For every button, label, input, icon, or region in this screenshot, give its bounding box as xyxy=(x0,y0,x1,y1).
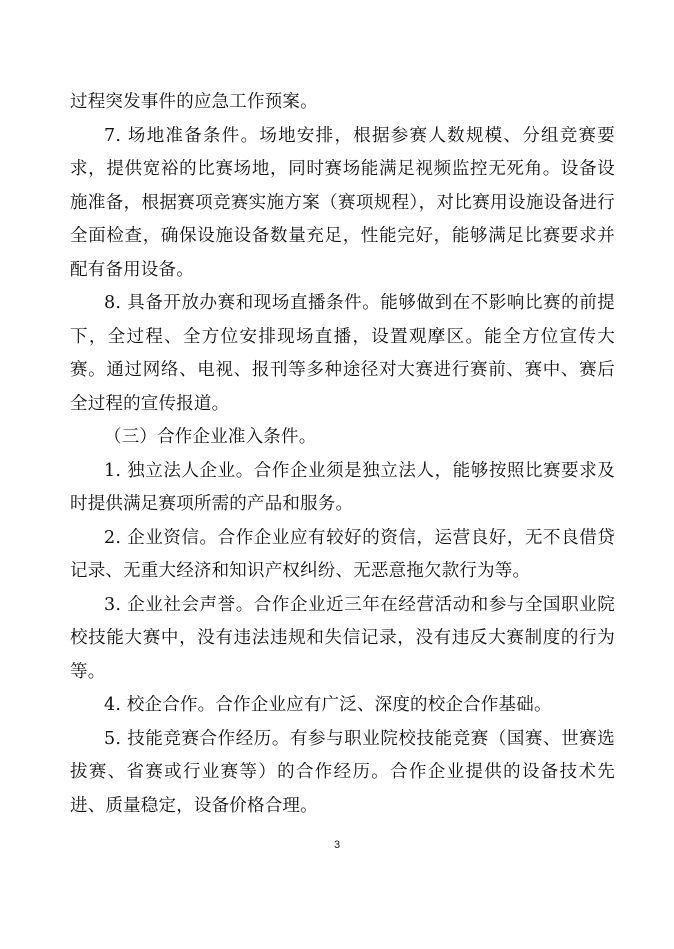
paragraph-continuation: 过程突发事件的应急工作预案。 xyxy=(70,92,318,112)
paragraph-social-reputation: 3. 企业社会声誉。合作企业近三年在经营活动和参与全国职业院校技能大赛中，没有违法违规和失信记录，没有违反大赛制度的行为等。 xyxy=(70,594,615,682)
paragraph-competition-experience: 5. 技能竞赛合作经历。有参与职业院校技能竞赛（国赛、世赛选拔赛、省赛或行业赛等）的合作经历。合作企业提供的设备技术先进、质量稳定，设备价格合理。 xyxy=(70,728,615,816)
page-number: 3 xyxy=(333,839,341,851)
paragraph-school-enterprise: 4. 校企合作。合作企业应有广泛、深度的校企合作基础。 xyxy=(104,695,552,715)
page-body xyxy=(70,86,615,823)
paragraph-credit-standing: 2. 企业资信。合作企业应有较好的资信，运营良好，无不良借贷记录、无重大经济和知识产权纠纷、无恶意拖欠款行为等。 xyxy=(70,527,615,581)
section-heading-partner-conditions: （三）合作企业准入条件。 xyxy=(104,427,317,447)
paragraph-live-broadcast: 8. 具备开放办赛和现场直播条件。能够做到在不影响比赛的前提下，全过程、全方位安排现场直播，设置观摩区。能全方位宣传大赛。通过网络、电视、报刊等多种途径对大赛进行赛前、赛中、赛后全过程的宣传报道。 xyxy=(70,293,615,414)
paragraph-venue-conditions: 7. 场地准备条件。场地安排，根据参赛人数规模、分组竞赛要求，提供宽裕的比赛场地，同时赛场能满足视频监控无死角。设备设施准备，根据赛项竞赛实施方案（赛项规程），对比赛用设施设备进行全面检查，确保设施设备数量充足，性能完好，能够满足比赛要求并配有备用设备。 xyxy=(70,125,615,280)
paragraph-legal-entity: 1. 独立法人企业。合作企业须是独立法人，能够按照比赛要求及时提供满足赛项所需的产品和服务。 xyxy=(70,460,615,514)
